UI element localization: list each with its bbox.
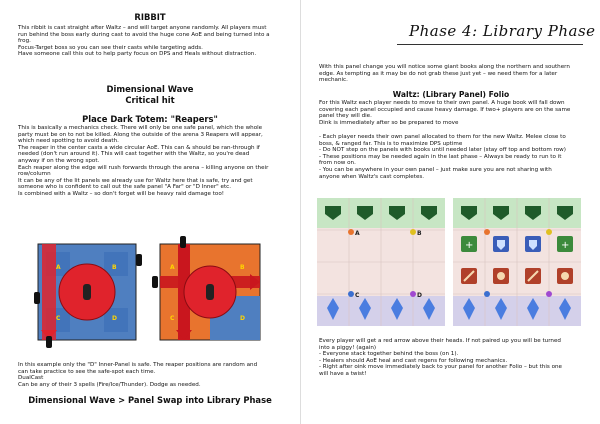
phase-title: Phase 4: Library Phase (409, 22, 596, 40)
ribbit-heading: RIBBIT (134, 12, 166, 22)
waltz-heading: Waltz: (Library Panel) Folio (392, 90, 510, 99)
grid-label-b: B (417, 230, 422, 237)
waltz-bullets: - Each player needs their own panel allocated to them for the new Waltz. Melee close to boss, & ranged far. This is to maximize DPS uptime - Do NOT step on the panels with books until needed later (stay off top and bottom row) - These positions may be needed again in the last phase – Always be ready to run to it from now on. - You can be anywhere in your own panel – just make sure you are not sharing with anyone when Waltz's cast completes. (319, 134, 566, 180)
label-c: C (56, 315, 61, 322)
label-a: A (170, 264, 175, 271)
dimensional-wave-heading: Dimensional Wave (106, 84, 194, 94)
label-b: B (112, 264, 117, 271)
right-page (300, 0, 600, 424)
waltz-body: For this Waltz each player needs to move to their own panel. A huge book will fall down covering each panel occupied and cause heavy damage. If two+ players are on the same panel they will die. Dink is immediately after so be prepared to move (319, 100, 571, 126)
reaper-arena-diagram-2 (148, 236, 272, 348)
label-b: B (240, 264, 245, 271)
panel-swap-heading: Dimensional Wave > Panel Swap into Library Phase (28, 395, 272, 405)
ribbit-body: This ribbit is cast straight after Waltz – and will target anyone randomly. All players must run behind the boss early during cast to avoid the huge cone AoE and being turned into a frog. Focus-Target boss so you can see their casts while targeting adds. Have someone call this out to help party focus on DPS and Heals without distraction. (18, 25, 270, 58)
label-d: D (112, 315, 117, 322)
reaper-arena-diagram-1 (28, 236, 146, 348)
svg-text:+: + (561, 240, 570, 251)
library-intro: With this panel change you will notice some giant books along the northern and southern edge. As tempting as it may be do not grab these just yet – we need them for a later mechanic. (319, 64, 570, 84)
grid-label-a: A (355, 230, 360, 237)
svg-text:+: + (465, 240, 474, 251)
dark-totem-body: This is basically a mechanics check. There will only be one safe panel, which the whole party must be on to not be killed. Along the outside of the arena 3 Reapers will appear, which need spotting to avoid death. The reaper in the center casts a wide circular AoE. This can & should be ran-through if needed (don't run around it). This will cast together with the Waltz, so you're dead anyway if on the wrong spot. Each reaper along the edge will rush forwards through the arena – killing anyone on their row/column It can be any of the lit panels we already use for Waltz here that is safe, try and get someone who is confident to call out the safe panel "A Far" or "D Inner" etc. Is combined with a Waltz – so don't forget will be heavy raid damage too! (18, 125, 269, 197)
grid-label-d: D (417, 292, 422, 299)
library-grid-1 (317, 198, 445, 326)
label-d: D (240, 315, 245, 322)
library-grid-2 (453, 198, 581, 326)
label-a: A (56, 264, 61, 271)
piggy-body: Every player will get a red arrow above their heads. If not paired up you will be turned into a piggy! (again) - Everyone stack together behind the boss (on 1). - Healers should AoE heal and cast regens for following mechanics. - Right after oink move immediately back to your panel for another Folio – but this one will have a twist! (319, 338, 562, 377)
title-underline (397, 44, 583, 45)
grid-label-c: C (355, 292, 360, 299)
critical-hit-heading: Critical hit (125, 95, 175, 105)
label-c: C (170, 315, 175, 322)
example-caption: In this example only the "D" Inner-Panel is safe. The reaper positions are random and can take practice to see the safe-spot each time. DualCast Can be any of their 3 spells (Fire/Ice/Thunder). Dodge as needed. (18, 362, 258, 388)
dark-totem-heading: Place Dark Totem: "Reapers" (82, 114, 218, 124)
